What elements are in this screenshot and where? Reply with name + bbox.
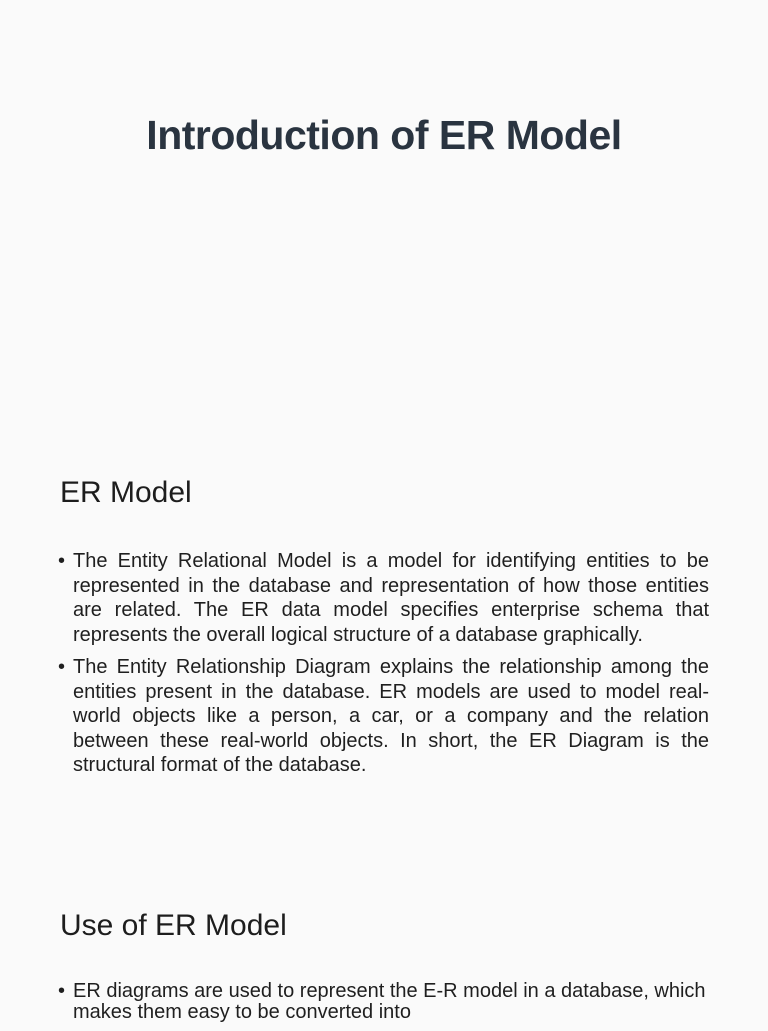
list-item	[58, 655, 709, 778]
section-heading-use-er-model: Use of ER Model	[60, 909, 287, 942]
bullet-text: The Entity Relational Model is a model for identifying entities to be represented in the database and representation of how those entities are related. The ER data model specifies enterprise schema that represents the overall logical structure of a database graphically.	[73, 550, 709, 646]
section-heading-er-model: ER Model	[60, 476, 192, 509]
bullet-list-er-model	[58, 549, 709, 786]
bullet-icon: •	[58, 980, 66, 1002]
list-item	[58, 549, 709, 647]
bullet-text: The Entity Relationship Diagram explains the relationship among the entities present in the database. ER models are used to model real-world objects like a person, a car, or a company and the relation between these real-world objects. In short, the ER Diagram is the structural format of the database.	[73, 656, 709, 776]
bullet-icon: •	[58, 656, 66, 678]
bullet-text: ER diagrams are used to represent the E-R model in a database, which makes them easy to be converted into	[73, 980, 706, 1023]
list-item	[58, 981, 709, 1023]
bullet-icon: •	[58, 550, 66, 572]
page-title: Introduction of ER Model	[146, 112, 622, 158]
